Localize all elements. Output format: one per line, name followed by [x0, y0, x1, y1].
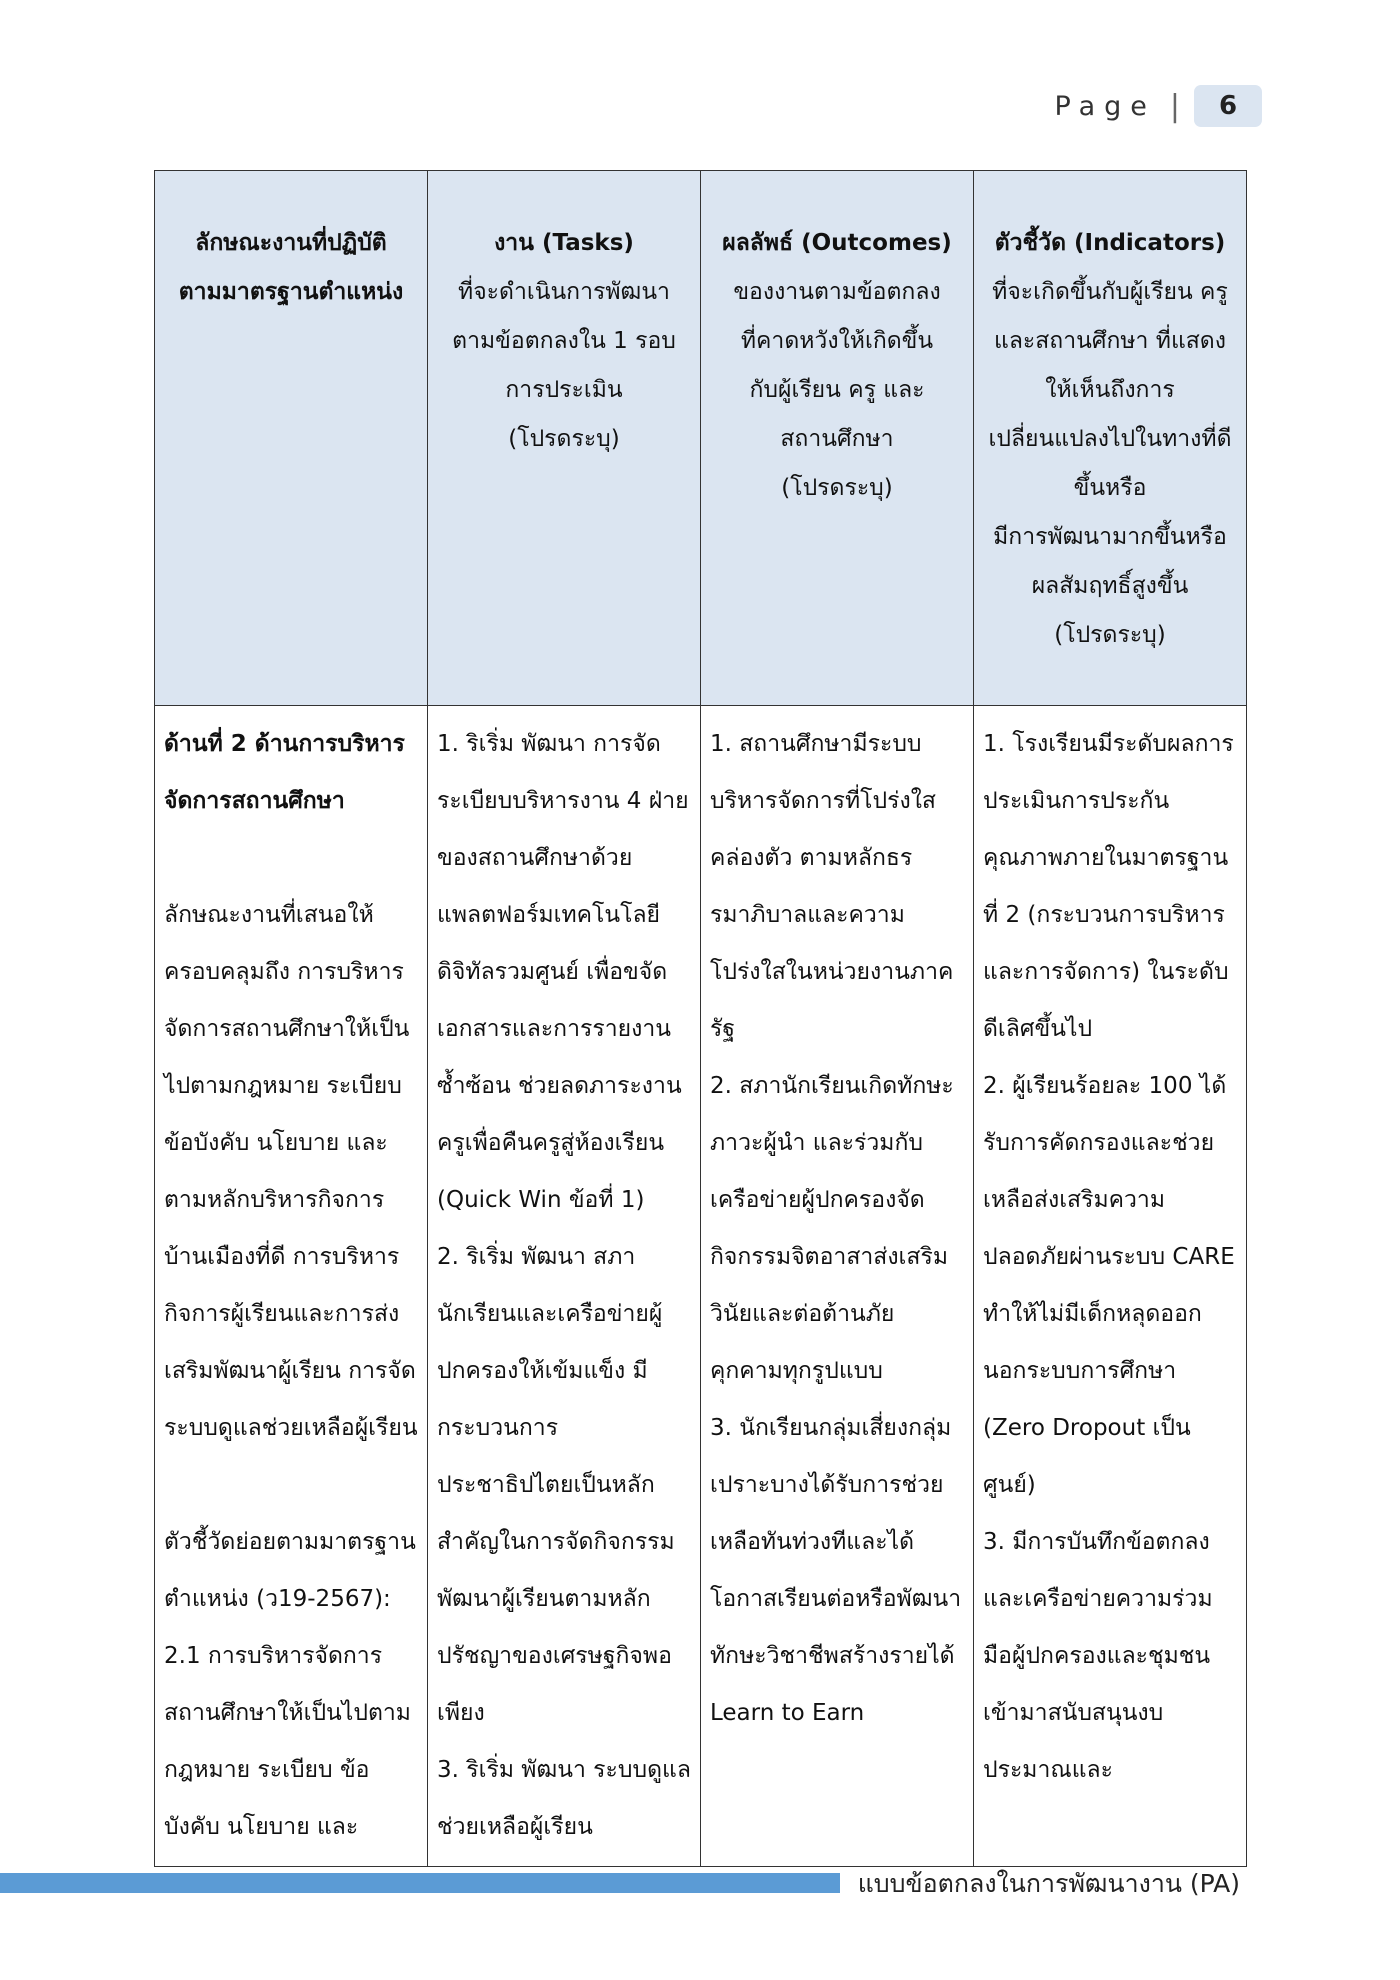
cell-indicators — [974, 706, 1247, 1867]
header-line: และสถานศึกษา ที่แสดง — [994, 328, 1226, 354]
header-line: การประเมิน — [505, 377, 623, 403]
header-title: ลักษณะงานที่ปฏิบัติ — [195, 230, 387, 256]
pa-agreement-table — [154, 170, 1247, 1867]
header-line: ตามมาตรฐานตำแหน่ง — [178, 279, 404, 305]
page-number-badge: 6 — [1194, 85, 1262, 127]
header-title: งาน (Tasks) — [494, 230, 634, 256]
cell-outcomes — [701, 706, 974, 1867]
header-line: ตามข้อตกลงใน 1 รอบ — [452, 328, 676, 354]
header-title: ตัวชี้วัด (Indicators) — [994, 230, 1226, 256]
header-line: ที่จะดำเนินการพัฒนา — [458, 279, 670, 305]
area-description: ลักษณะงานที่เสนอให้ครอบคลุมถึง การบริหารจัดการสถานศึกษาให้เป็นไปตามกฎหมาย ระเบียบ ข้อบังคับ นโยบาย และตามหลักบริหารกิจการบ้านเมืองที่ดี การบริหารกิจการผู้เรียนและการส่งเสริมพัฒนาผู้เรียน การจัดระบบดูแลช่วยเหลือผู้เรียน — [164, 902, 418, 1441]
task-item: 3. ริเริ่ม พัฒนา ระบบดูแลช่วยเหลือผู้เรียน — [437, 1757, 691, 1840]
indicator-item: 1. โรงเรียนมีระดับผลการประเมินการประกันคุณภาพภายในมาตรฐานที่ 2 (กระบวนการบริหารและการจัดการ) ในระดับดีเลิศขึ้นไป — [983, 731, 1234, 1042]
outcome-item: 1. สถานศึกษามีระบบบริหารจัดการที่โปร่งใสคล่องตัว ตามหลักธรรมาภิบาลและความโปร่งใสในหน่วยงานภาครัฐ — [710, 731, 954, 1042]
indicator-item: 3. มีการบันทึกข้อตกลงและเครือข่ายความร่วมมือผู้ปกครองและชุมชนเข้ามาสนับสนุนงบประมาณและ — [983, 1529, 1213, 1783]
header-title: ผลลัพธ์ (Outcomes) — [722, 230, 952, 256]
header-line: มีการพัฒนามากขึ้นหรือ — [993, 524, 1227, 550]
header-line: ของงานตามข้อตกลง — [733, 279, 941, 305]
header-line: (โปรดระบุ) — [781, 475, 893, 501]
task-item: 2. ริเริ่ม พัฒนา สภานักเรียนและเครือข่ายผู้ปกครองให้เข้มแข็ง มีกระบวนการประชาธิปไตยเป็นหลักสำคัญในการจัดกิจกรรมพัฒนาผู้เรียนตามหลักปรัชญาของเศรษฐกิจพอเพียง — [437, 1244, 675, 1726]
header-line: (โปรดระบุ) — [508, 426, 620, 452]
header-line: ให้เห็นถึงการ — [1045, 377, 1175, 403]
page-separator: | — [1169, 88, 1180, 124]
table-row — [155, 706, 1247, 1867]
table-header-row — [155, 171, 1247, 706]
outcome-item: 2. สภานักเรียนเกิดทักษะภาวะผู้นำ และร่วมกับเครือข่ายผู้ปกครองจัดกิจกรรมจิตอาสาส่งเสริมวินัยและต่อต้านภัยคุกคามทุกรูปแบบ — [710, 1073, 954, 1384]
header-tasks — [428, 171, 701, 706]
footer-document-title: แบบข้อตกลงในการพัฒนางาน (PA) — [857, 1869, 1240, 1898]
cell-job-characteristics — [155, 706, 428, 1867]
task-item: 1. ริเริ่ม พัฒนา การจัดระเบียบบริหารงาน 4 ฝ่ายของสถานศึกษาด้วยแพลตฟอร์มเทคโนโลยีดิจิทัลรวมศูนย์ เพื่อขจัดเอกสารและการรายงานซ้ำซ้อน ช่วยลดภาระงานครูเพื่อคืนครูสู่ห้องเรียน (Quick Win ข้อที่ 1) — [437, 731, 689, 1213]
footer-accent-bar — [0, 1873, 840, 1893]
header-line: กับผู้เรียน ครู และ — [749, 377, 925, 403]
header-line: ที่คาดหวังให้เกิดขึ้น — [740, 328, 934, 354]
page-label: Page — [1054, 90, 1156, 122]
header-line: เปลี่ยนแปลงไปในทางที่ดี — [988, 426, 1232, 452]
page-number-header — [1055, 84, 1262, 128]
header-indicators — [974, 171, 1247, 706]
cell-tasks — [428, 706, 701, 1867]
header-outcomes — [701, 171, 974, 706]
outcome-item: 3. นักเรียนกลุ่มเสี่ยงกลุ่มเปราะบางได้รับการช่วยเหลือทันท่วงทีและได้โอกาสเรียนต่อหรือพัฒนาทักษะวิชาชีพสร้างรายได้ Learn to Earn — [710, 1415, 962, 1726]
header-line: (โปรดระบุ) — [1054, 622, 1166, 648]
area-heading: ด้านที่ 2 ด้านการบริหารจัดการสถานศึกษา — [164, 731, 405, 814]
header-job-characteristics — [155, 171, 428, 706]
indicator-item: 2. ผู้เรียนร้อยละ 100 ได้รับการคัดกรองและช่วยเหลือส่งเสริมความปลอดภัยผ่านระบบ CARE ทำให้ไม่มีเด็กหลุดออกนอกระบบการศึกษา (Zero Dropout เป็นศูนย์) — [983, 1073, 1235, 1498]
header-line: สถานศึกษา — [780, 426, 894, 452]
sub-indicator-title: ตัวชี้วัดย่อยตามมาตรฐานตำแหน่ง (ว19-2567): — [164, 1529, 416, 1612]
header-line: ขึ้นหรือ — [1073, 475, 1147, 501]
sub-indicator-item: 2.1 การบริหารจัดการสถานศึกษาให้เป็นไปตามกฎหมาย ระเบียบ ข้อบังคับ นโยบาย และ — [164, 1643, 411, 1840]
header-line: ผลสัมฤทธิ์สูงขึ้น — [1031, 573, 1189, 599]
header-line: ที่จะเกิดขึ้นกับผู้เรียน ครู — [992, 279, 1228, 305]
